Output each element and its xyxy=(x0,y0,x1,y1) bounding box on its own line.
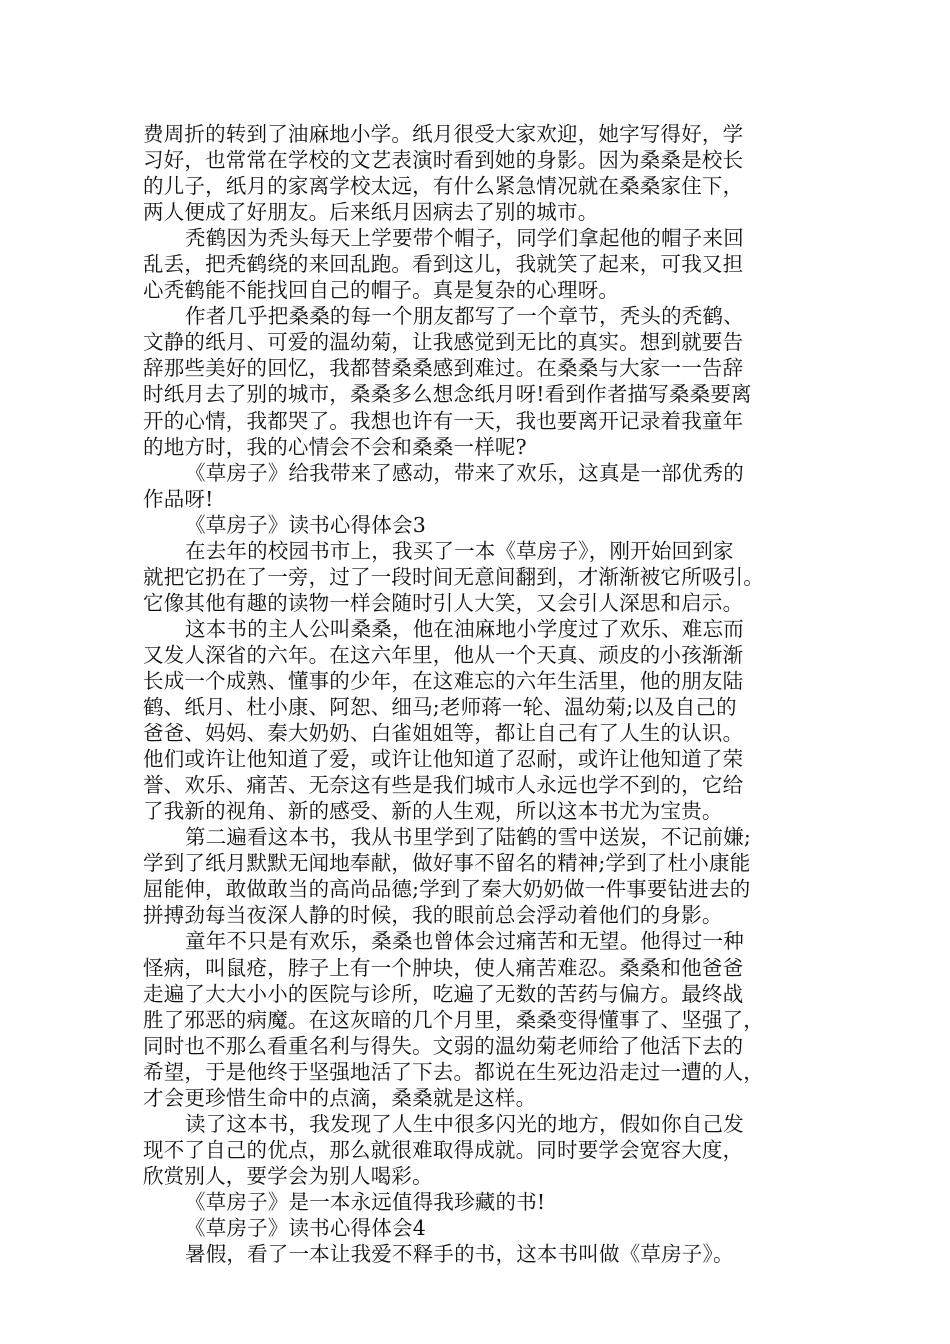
text-line: 乱丢，把秃鹤绕的来回乱跑。看到这儿，我就笑了起来，可我又担 xyxy=(143,252,744,277)
text-line: 的儿子，纸月的家离学校太远，有什么紧急情况就在桑桑家住下， xyxy=(143,174,744,199)
text-line: 爸爸、妈妈、秦大奶奶、白雀姐姐等，都让自己有了人生的认识。 xyxy=(143,721,744,746)
text-line: 学到了纸月默默无闻地奉献，做好事不留名的精神;学到了杜小康能 xyxy=(143,851,751,876)
text-line: 费周折的转到了油麻地小学。纸月很受大家欢迎，她字写得好，学 xyxy=(143,122,744,146)
text-line: 才会更珍惜生命中的点滴，桑桑就是这样。 xyxy=(143,1085,537,1110)
paragraph-first-line: 第二遍看这本书，我从书里学到了陆鹤的雪中送炭，不记前嫌; xyxy=(185,825,752,850)
paragraph-first-line: 《草房子》读书心得体会3 xyxy=(185,512,426,537)
paragraph-first-line: 《草房子》给我带来了感动，带来了欢乐，这真是一部优秀的 xyxy=(185,460,744,485)
paragraph-first-line: 秃鹤因为秃头每天上学要带个帽子，同学们拿起他的帽子来回 xyxy=(185,226,744,251)
text-line: 心秃鹤能不能找回自己的帽子。真是复杂的心理呀。 xyxy=(143,278,620,303)
text-line: 时纸月去了别的城市，桑桑多么想念纸月呀!看到作者描写桑桑要离 xyxy=(143,382,752,407)
paragraph-first-line: 读了这本书，我发现了人生中很多闪光的地方，假如你自己发 xyxy=(185,1111,744,1136)
paragraph-first-line: 在去年的校园书市上，我买了一本《草房子》，刚开始回到家 xyxy=(185,538,734,563)
text-line: 它像其他有趣的读物一样会随时引人大笑，又会引人深思和启示。 xyxy=(143,590,744,615)
text-line: 长成一个成熟、懂事的少年，在这难忘的六年生活里，他的朋友陆 xyxy=(143,668,744,693)
paragraph-first-line: 童年不只是有欢乐，桑桑也曾体会过痛苦和无望。他得过一种 xyxy=(185,929,744,954)
text-line: 希望，于是他终于坚强地活了下去。都说在生死边沿走过一遭的人， xyxy=(143,1059,764,1084)
text-line: 文静的纸月、可爱的温幼菊，让我感觉到无比的真实。想到就要告 xyxy=(143,330,744,355)
text-line: 走遍了大大小小的医院与诊所，吃遍了无数的苦药与偏方。最终战 xyxy=(143,981,744,1006)
paragraph-first-line: 《草房子》读书心得体会4 xyxy=(185,1215,426,1240)
text-line: 胜了邪恶的病魔。在这灰暗的几个月里，桑桑变得懂事了、坚强了， xyxy=(143,1007,764,1032)
text-line: 习好，也常常在学校的文艺表演时看到她的身影。因为桑桑是校长 xyxy=(143,148,744,173)
text-line: 欣赏别人，要学会为别人喝彩。 xyxy=(143,1163,433,1188)
paragraph-first-line: 《草房子》是一本永远值得我珍藏的书! xyxy=(185,1189,546,1214)
text-line: 的地方时，我的心情会不会和桑桑一样呢? xyxy=(143,434,527,459)
paragraph-first-line: 这本书的主人公叫桑桑，他在油麻地小学度过了欢乐、难忘而 xyxy=(185,616,744,641)
text-line: 又发人深省的六年。在这六年里，他从一个天真、顽皮的小孩渐渐 xyxy=(143,642,744,667)
text-line: 作品呀! xyxy=(143,486,214,511)
paragraph-first-line: 暑假，看了一本让我爱不释手的书，这本书叫做《草房子》。 xyxy=(185,1242,734,1267)
paragraph-first-line: 作者几乎把桑桑的每一个朋友都写了一个章节，秃头的秃鹤、 xyxy=(185,304,744,329)
text-line: 两人便成了好朋友。后来纸月因病去了别的城市。 xyxy=(143,200,599,225)
document-body xyxy=(143,121,823,1267)
text-line: 辞那些美好的回忆，我都替桑桑感到难过。在桑桑与大家一一告辞 xyxy=(143,356,744,381)
text-line: 同时也不那么看重名利与得失。文弱的温幼菊老师给了他活下去的 xyxy=(143,1033,744,1058)
text-line: 誉、欢乐、痛苦、无奈这有些是我们城市人永远也学不到的，它给 xyxy=(143,773,744,798)
text-line: 了我新的视角、新的感受、新的人生观，所以这本书尤为宝贵。 xyxy=(143,799,723,824)
text-line: 他们或许让他知道了爱，或许让他知道了忍耐，或许让他知道了荣 xyxy=(143,747,744,772)
text-line: 屈能伸，敢做敢当的高尚品德;学到了秦大奶奶做一件事要钻进去的 xyxy=(143,877,751,902)
text-line: 就把它扔在了一旁，过了一段时间无意间翻到，才渐渐被它所吸引。 xyxy=(143,564,764,589)
text-line: 鹤、纸月、杜小康、阿恕、细马;老师蒋一轮、温幼菊;以及自己的 xyxy=(143,695,737,720)
text-line: 拼搏劲每当夜深人静的时候，我的眼前总会浮动着他们的身影。 xyxy=(143,903,723,928)
text-line: 现不了自己的优点，那么就很难取得成就。同时要学会宽容大度， xyxy=(143,1137,744,1162)
text-line: 怪病，叫鼠疮，脖子上有一个肿块，使人痛苦难忍。桑桑和他爸爸 xyxy=(143,955,744,980)
text-line: 开的心情，我都哭了。我想也许有一天，我也要离开记录着我童年 xyxy=(143,408,744,433)
